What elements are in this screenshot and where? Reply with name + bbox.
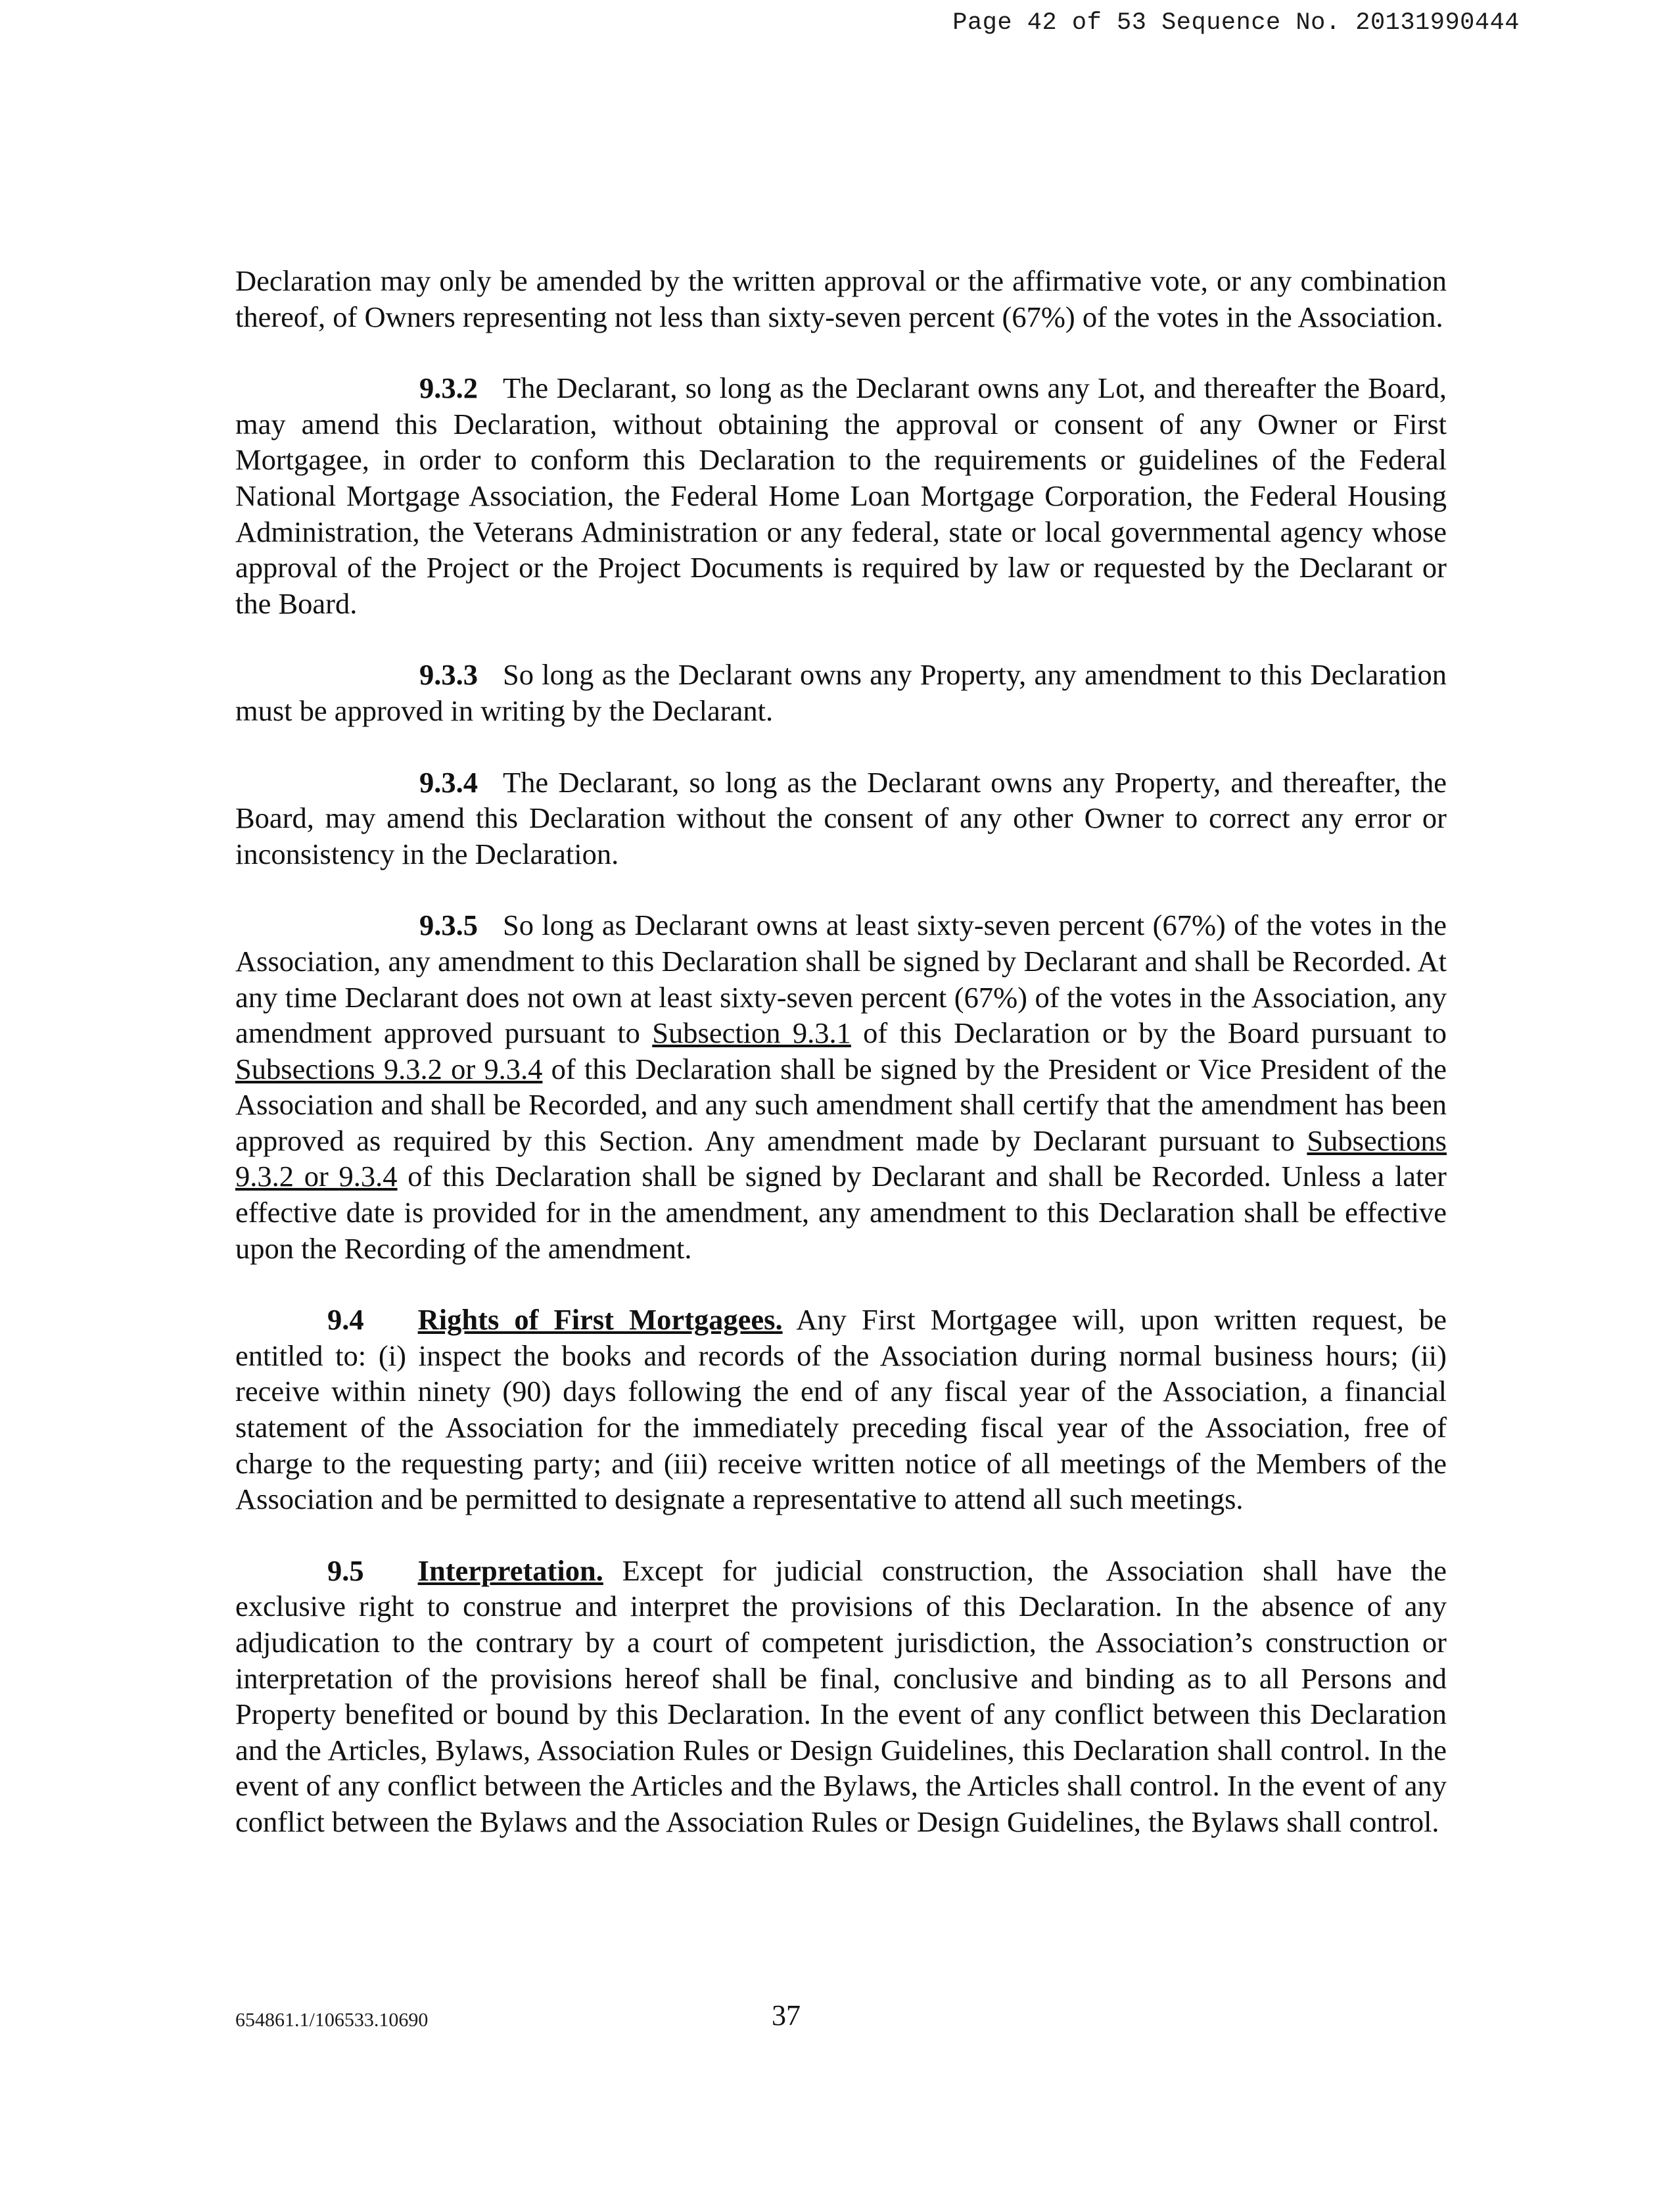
paragraph-text: Declaration may only be amended by the written approval or the affirmative vote, or any combination thereof, of Owners representing not less than sixty-seven percent (67%) of the votes in the Association.	[235, 264, 1447, 333]
section-number: 9.3.2	[419, 371, 478, 405]
section-number: 9.5	[327, 1553, 364, 1587]
section-text: of this Declaration shall be signed by Declarant and shall be Recorded. Unless a later effective date is provided for in the amendment, any amendment to this Declaration shall be effective upon the Recording of the amendment.	[235, 1160, 1447, 1265]
page-header-stamp: Page 42 of 53 Sequence No. 20131990444	[952, 9, 1520, 37]
paragraph-continued	[235, 263, 1447, 335]
section-9-5	[235, 1553, 1447, 1840]
section-number: 9.3.5	[419, 909, 478, 942]
section-text: So long as the Declarant owns any Property, any amendment to this Declaration must be approved in writing by the Declarant.	[235, 658, 1447, 727]
section-number: 9.3.3	[419, 658, 478, 692]
section-heading: Rights of First Mortgagees.	[417, 1303, 783, 1337]
footer-page-number: 37	[772, 1999, 801, 2031]
document-body	[235, 263, 1447, 1876]
section-heading: Interpretation.	[417, 1553, 603, 1587]
section-9-3-5	[235, 907, 1447, 1266]
section-text: of this Declaration shall be signed by the President or Vice President of the Association and shall be Recorded, and any such amendment shall certify that the amendment has been approved as required by this Section. Any amendment made by Declarant pursuant to	[235, 1052, 1447, 1157]
footer-document-id: 654861.1/106533.10690	[235, 2009, 429, 2031]
section-9-3-2	[235, 370, 1447, 621]
section-text: Except for judicial construction, the Association shall have the exclusive right to construe and interpret the provisions of this Declaration. In the absence of any adjudication to the contrary by a court of competent jurisdiction, the Association’s construction or interpretation of the provisions hereof shall be final, conclusive and binding as to all Persons and Property benefited or bound by this Declaration. In the event of any conflict between this Declaration and the Articles, Bylaws, Association Rules or Design Guidelines, this Declaration shall control. In the event of any conflict between the Articles and the Bylaws, the Articles shall control. In the event of any conflict between the Bylaws and the Association Rules or Design Guidelines, the Bylaws shall control.	[235, 1553, 1447, 1838]
section-text: The Declarant, so long as the Declarant owns any Property, and thereafter, the Board, may amend this Declaration without the consent of any other Owner to correct any error or inconsistency in the Declaration.	[235, 765, 1447, 870]
cross-reference-link: Subsection 9.3.1	[652, 1016, 851, 1050]
section-text: So long as Declarant owns at least sixty-seven percent (67%) of the votes in the Association, any amendment to this Declaration shall be signed by Declarant and shall be Recorded. At any time Declarant does not own at least sixty-seven percent (67%) of the votes in the Association, any amendment approved pursuant to	[235, 909, 1447, 1050]
section-text: of this Declaration or by the Board pursuant to	[863, 1016, 1447, 1050]
cross-reference-link: Subsections 9.3.2 or 9.3.4	[235, 1124, 1447, 1193]
section-number: 9.4	[327, 1303, 364, 1337]
cross-reference-link: Subsections 9.3.2 or 9.3.4	[235, 1052, 543, 1085]
section-9-3-4	[235, 765, 1447, 872]
section-number: 9.3.4	[419, 765, 478, 799]
section-9-3-3	[235, 657, 1447, 728]
section-9-4	[235, 1302, 1447, 1517]
section-text: Any First Mortgagee will, upon written request, be entitled to: (i) inspect the books and records of the Association during normal business hours; (ii) receive within ninety (90) days following the end of any fiscal year of the Association, a financial statement of the Association for the immediately preceding fiscal year of the Association, free of charge to the requesting party; and (iii) receive written notice of all meetings of the Members of the Association and be permitted to designate a representative to attend all such meetings.	[235, 1303, 1447, 1516]
section-text: The Declarant, so long as the Declarant owns any Lot, and thereafter the Board, may amend this Declaration, without obtaining the approval or consent of any Owner or First Mortgagee, in order to conform this Declaration to the requirements or guidelines of the Federal National Mortgage Association, the Federal Home Loan Mortgage Corporation, the Federal Housing Administration, the Veterans Administration or any federal, state or local governmental agency whose approval of the Project or the Project Documents is required by law or requested by the Declarant or the Board.	[235, 371, 1447, 620]
